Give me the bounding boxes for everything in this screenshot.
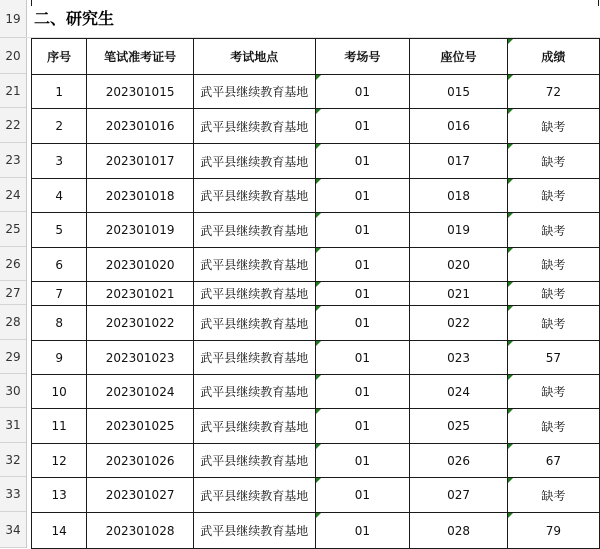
cell-score[interactable]: 缺考 bbox=[507, 478, 599, 513]
cell-exam-id[interactable]: 202301020 bbox=[87, 248, 194, 282]
row-number[interactable]: 29 bbox=[0, 340, 26, 374]
cell-exam-id[interactable]: 202301027 bbox=[87, 478, 194, 513]
cell-location[interactable]: 武平县继续教育基地 bbox=[193, 75, 315, 109]
results-table bbox=[31, 38, 600, 549]
row-number[interactable]: 27 bbox=[0, 281, 26, 305]
cell-seat[interactable]: 026 bbox=[410, 444, 508, 478]
cell-location[interactable]: 武平县继续教育基地 bbox=[193, 213, 315, 248]
cell-seq[interactable]: 11 bbox=[32, 409, 87, 444]
cell-seq[interactable]: 9 bbox=[32, 341, 87, 375]
table-row bbox=[32, 409, 600, 444]
cell-location[interactable]: 武平县继续教育基地 bbox=[193, 282, 315, 306]
row-number[interactable]: 20 bbox=[0, 38, 26, 74]
cell-seq[interactable]: 8 bbox=[32, 306, 87, 341]
header-row bbox=[32, 39, 600, 75]
table-row bbox=[32, 179, 600, 213]
cell-seat[interactable]: 028 bbox=[410, 513, 508, 549]
table-row bbox=[32, 375, 600, 409]
cell-seat[interactable]: 017 bbox=[410, 144, 508, 179]
cell-room[interactable]: 01 bbox=[315, 109, 410, 144]
cell-score[interactable]: 缺考 bbox=[507, 409, 599, 444]
row-number[interactable]: 34 bbox=[0, 512, 26, 548]
cell-score[interactable]: 缺考 bbox=[507, 282, 599, 306]
cell-score[interactable]: 缺考 bbox=[507, 375, 599, 409]
cell-seq[interactable]: 14 bbox=[32, 513, 87, 549]
cell-score[interactable]: 缺考 bbox=[507, 213, 599, 248]
cell-score[interactable]: 缺考 bbox=[507, 144, 599, 179]
table-row bbox=[32, 306, 600, 341]
cell-seq[interactable]: 6 bbox=[32, 248, 87, 282]
cell-room[interactable]: 01 bbox=[315, 282, 410, 306]
row-number[interactable]: 23 bbox=[0, 143, 26, 178]
row-number[interactable]: 33 bbox=[0, 477, 26, 512]
row-number[interactable]: 30 bbox=[0, 374, 26, 408]
table-row bbox=[32, 248, 600, 282]
header-room[interactable]: 考场号 bbox=[315, 39, 410, 75]
cell-seat[interactable]: 021 bbox=[410, 282, 508, 306]
cell-room[interactable]: 01 bbox=[315, 409, 410, 444]
cell-exam-id[interactable]: 202301024 bbox=[87, 375, 194, 409]
cell-seq[interactable]: 13 bbox=[32, 478, 87, 513]
table-row bbox=[32, 109, 600, 144]
cell-seq[interactable]: 1 bbox=[32, 75, 87, 109]
row-number[interactable]: 26 bbox=[0, 247, 26, 281]
cell-exam-id[interactable]: 202301016 bbox=[87, 109, 194, 144]
table-row bbox=[32, 478, 600, 513]
header-location[interactable]: 考试地点 bbox=[193, 39, 315, 75]
cell-seat[interactable]: 018 bbox=[410, 179, 508, 213]
cell-seq[interactable]: 10 bbox=[32, 375, 87, 409]
cell-room[interactable]: 01 bbox=[315, 213, 410, 248]
cell-seq[interactable]: 3 bbox=[32, 144, 87, 179]
cell-exam-id[interactable]: 202301025 bbox=[87, 409, 194, 444]
table-row bbox=[32, 213, 600, 248]
table-row bbox=[32, 75, 600, 109]
cell-location[interactable]: 武平县继续教育基地 bbox=[193, 109, 315, 144]
header-score[interactable]: 成绩 bbox=[507, 39, 599, 75]
cell-seat[interactable]: 022 bbox=[410, 306, 508, 341]
row-number[interactable]: 25 bbox=[0, 212, 26, 247]
table-row bbox=[32, 513, 600, 549]
cell-score[interactable]: 缺考 bbox=[507, 306, 599, 341]
row-number[interactable]: 21 bbox=[0, 74, 26, 108]
cell-seat[interactable]: 027 bbox=[410, 478, 508, 513]
row-number[interactable]: 31 bbox=[0, 408, 26, 443]
section-title[interactable]: 二、研究生 bbox=[34, 9, 115, 28]
column-border-top bbox=[598, 0, 599, 6]
row-number[interactable]: 32 bbox=[0, 443, 26, 477]
cell-seq[interactable]: 12 bbox=[32, 444, 87, 478]
cell-exam-id[interactable]: 202301026 bbox=[87, 444, 194, 478]
cell-room[interactable]: 01 bbox=[315, 248, 410, 282]
cell-score[interactable]: 67 bbox=[507, 444, 599, 478]
cell-score[interactable]: 缺考 bbox=[507, 109, 599, 144]
cell-score[interactable]: 缺考 bbox=[507, 179, 599, 213]
cell-score[interactable]: 缺考 bbox=[507, 248, 599, 282]
cell-exam-id[interactable]: 202301019 bbox=[87, 213, 194, 248]
cell-seq[interactable]: 7 bbox=[32, 282, 87, 306]
table-row bbox=[32, 341, 600, 375]
cell-seq[interactable]: 4 bbox=[32, 179, 87, 213]
cell-location[interactable]: 武平县继续教育基地 bbox=[193, 444, 315, 478]
cell-location[interactable]: 武平县继续教育基地 bbox=[193, 409, 315, 444]
cell-seat[interactable]: 024 bbox=[410, 375, 508, 409]
table-row bbox=[32, 444, 600, 478]
cell-location[interactable]: 武平县继续教育基地 bbox=[193, 306, 315, 341]
cell-location[interactable]: 武平县继续教育基地 bbox=[193, 341, 315, 375]
column-border-top bbox=[31, 0, 32, 6]
row-number[interactable]: 24 bbox=[0, 178, 26, 212]
cell-seat[interactable]: 015 bbox=[410, 75, 508, 109]
cell-room[interactable]: 01 bbox=[315, 341, 410, 375]
cell-room[interactable]: 01 bbox=[315, 75, 410, 109]
cell-exam-id[interactable]: 202301023 bbox=[87, 341, 194, 375]
cell-location[interactable]: 武平县继续教育基地 bbox=[193, 478, 315, 513]
cell-seat[interactable]: 023 bbox=[410, 341, 508, 375]
cell-room[interactable]: 01 bbox=[315, 478, 410, 513]
header-exam-id[interactable]: 笔试准考证号 bbox=[87, 39, 194, 75]
table-row bbox=[32, 144, 600, 179]
row-number[interactable]: 19 bbox=[0, 0, 26, 38]
cell-seat[interactable]: 016 bbox=[410, 109, 508, 144]
cell-room[interactable]: 01 bbox=[315, 144, 410, 179]
cell-exam-id[interactable]: 202301021 bbox=[87, 282, 194, 306]
header-seq[interactable]: 序号 bbox=[32, 39, 87, 75]
cell-location[interactable]: 武平县继续教育基地 bbox=[193, 375, 315, 409]
cell-location[interactable]: 武平县继续教育基地 bbox=[193, 179, 315, 213]
cell-score[interactable]: 72 bbox=[507, 75, 599, 109]
cell-room[interactable]: 01 bbox=[315, 375, 410, 409]
cell-seat[interactable]: 019 bbox=[410, 213, 508, 248]
cell-room[interactable]: 01 bbox=[315, 179, 410, 213]
cell-exam-id[interactable]: 202301018 bbox=[87, 179, 194, 213]
cell-room[interactable]: 01 bbox=[315, 513, 410, 549]
cell-seat[interactable]: 025 bbox=[410, 409, 508, 444]
row-number[interactable]: 22 bbox=[0, 108, 26, 143]
cell-seq[interactable]: 5 bbox=[32, 213, 87, 248]
cell-room[interactable]: 01 bbox=[315, 306, 410, 341]
table-row bbox=[32, 282, 600, 306]
cell-score[interactable]: 79 bbox=[507, 513, 599, 549]
cell-exam-id[interactable]: 202301028 bbox=[87, 513, 194, 549]
row-header-column bbox=[0, 0, 27, 548]
cell-seq[interactable]: 2 bbox=[32, 109, 87, 144]
cell-exam-id[interactable]: 202301015 bbox=[87, 75, 194, 109]
header-seat[interactable]: 座位号 bbox=[410, 39, 508, 75]
cell-seat[interactable]: 020 bbox=[410, 248, 508, 282]
cell-location[interactable]: 武平县继续教育基地 bbox=[193, 513, 315, 549]
cell-exam-id[interactable]: 202301017 bbox=[87, 144, 194, 179]
row-number[interactable]: 28 bbox=[0, 305, 26, 340]
cell-exam-id[interactable]: 202301022 bbox=[87, 306, 194, 341]
cell-location[interactable]: 武平县继续教育基地 bbox=[193, 144, 315, 179]
cell-location[interactable]: 武平县继续教育基地 bbox=[193, 248, 315, 282]
cell-score[interactable]: 57 bbox=[507, 341, 599, 375]
cell-room[interactable]: 01 bbox=[315, 444, 410, 478]
